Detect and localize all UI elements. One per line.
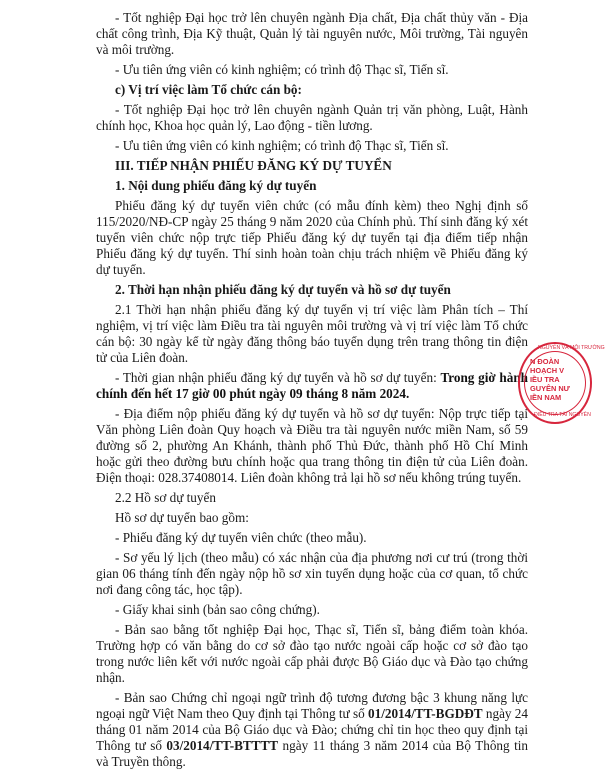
receiving-time-label: - Thời gian nhận phiếu đăng ký dự tuyển và hồ sơ dự tuyển: [115, 370, 441, 385]
circular-reference-2: 03/2014/TT-BTTTT [166, 738, 279, 753]
official-seal [518, 342, 605, 424]
requirement-geology: - Tốt nghiệp Đại học trở lên chuyên ngành Địa chất, Địa chất thủy văn - Địa chất công trình, Địa Kỹ thuật, Quản lý tài nguyên nước, Môi trường, Tài nguyên và môi trường. [96, 10, 528, 57]
document-body [96, 10, 528, 774]
seal-rim-bottom-text: ĐIỀU TRA TÀI NGUYÊN [534, 412, 591, 418]
dossier-item-cv: - Sơ yếu lý lịch (theo mẫu) có xác nhận của địa phương nơi cư trú (trong thời gian 06 tháng tính đến ngày nộp hồ sơ xin tuyển dụng hoặc của cơ quan, tổ chức nơi đang công tác, học tập). [96, 550, 528, 597]
certificates-text-2: ngày 24 tháng 01 năm 2014 của Bộ Giáo dục và Đào; chứng chỉ tin học theo quy định tại Thông tư số [96, 706, 528, 753]
priority-note-2: - Ưu tiên ứng viên có kinh nghiệm; có trình độ Thạc sĩ, Tiến sĩ. [115, 138, 449, 153]
seal-line: N ĐOÀN [530, 357, 560, 366]
dossier-item-birth-certificate: - Giấy khai sinh (bản sao công chứng). [115, 602, 320, 617]
heading-dossier: 2.2 Hồ sơ dự tuyển [115, 490, 216, 505]
seal-rim-top-text: NGUYÊN VÀ MÔI TRƯỜNG [538, 345, 605, 351]
seal-line: GUYÊN NƯ [530, 384, 570, 393]
circular-reference-1: 01/2014/TT-BGDĐT [368, 706, 483, 721]
application-content-paragraph: Phiếu đăng ký dự tuyển viên chức (có mẫu đính kèm) theo Nghị định số 115/2020/NĐ-CP ngày 25 tháng 9 năm 2020 của Chính phủ. Thí sinh đăng ký xét tuyển viên chức nộp trực tiếp Phiếu đăng ký dự tuyển tại địa điểm tiếp nhận Phiếu đăng ký dự tuyển. Thí sinh hoàn toàn chịu trách nhiệm về Phiếu đăng ký dự tuyển. [96, 198, 528, 277]
submission-place-paragraph: - Địa điểm nộp phiếu đăng ký dự tuyển và hồ sơ dự tuyển: Nộp trực tiếp tại Văn phòng Liên đoàn Quy hoạch và Điều tra tài nguyên nước miền Nam, số 59 đường số 2, phường An Khánh, thành phố Thủ Đức, thành phố Hồ Chí Minh hoặc gửi theo đường bưu chính hoặc qua trang thông tin điện tử của Liên đoàn. Điện thoại: 028.37408014. Liên đoàn không trả lại hồ sơ nếu không trúng tuyển. [96, 406, 528, 485]
heading-deadline: 2. Thời hạn nhận phiếu đăng ký dự tuyển và hồ sơ dự tuyển [115, 282, 451, 297]
certificates-text-3: ngày 11 tháng 3 năm 2014 của Bộ Thông tin và Truyền thông. [96, 738, 529, 769]
dossier-item-form: - Phiếu đăng ký dự tuyển viên chức (theo mẫu). [115, 530, 367, 545]
seal-line: IỀU TRA [530, 375, 560, 384]
dossier-intro: Hồ sơ dự tuyển bao gồm: [115, 510, 249, 525]
heading-position-c: c) Vị trí việc làm Tổ chức cán bộ: [115, 82, 302, 97]
seal-line: IỀN NAM [530, 393, 562, 402]
dossier-item-degrees: - Bản sao bằng tốt nghiệp Đại học, Thạc sĩ, Tiến sĩ, bảng điểm toàn khóa. Trường hợp có văn bằng do cơ sở đào tạo nước ngoài cấp hoặc cơ sở đào tạo trong nước liên kết với nước ngoài cấp phải được Bộ Giáo dục và Đào tạo chứng nhận. [96, 622, 528, 685]
priority-note: - Ưu tiên ứng viên có kinh nghiệm; có trình độ Thạc sĩ, Tiến sĩ. [115, 62, 449, 77]
receiving-time-value: Trong giờ hành chính đến hết 17 giờ 00 phút ngày 09 tháng 8 năm 2024. [96, 370, 528, 401]
dossier-item-certificates [96, 690, 528, 770]
section-heading-iii: III. TIẾP NHẬN PHIẾU ĐĂNG KÝ DỰ TUYỂN [115, 158, 392, 173]
receiving-time-paragraph [96, 370, 528, 402]
requirement-admin: - Tốt nghiệp Đại học trở lên chuyên ngành Quản trị văn phòng, Luật, Hành chính học, Khoa học quản lý, Lao động - tiền lương. [96, 102, 528, 133]
heading-application-content: 1. Nội dung phiếu đăng ký dự tuyển [115, 178, 317, 193]
seal-line: HOẠCH V [530, 366, 565, 375]
certificates-text-1: - Bản sao Chứng chỉ ngoại ngữ trình độ tương đương bậc 3 khung năng lực ngoại ngữ Việt Nam theo Quy định tại Thông tư số [96, 690, 528, 721]
deadline-paragraph: 2.1 Thời hạn nhận phiếu đăng ký dự tuyển vị trí việc làm Phân tích – Thí nghiệm, vị trí việc làm Điều tra tài nguyên môi trường và vị trí việc làm Tổ chức cán bộ: 30 ngày kể từ ngày đăng thông báo tuyển dụng trên trang thông tin điện tử của Liên đoàn. [96, 302, 528, 365]
seal-center-text [530, 357, 580, 402]
